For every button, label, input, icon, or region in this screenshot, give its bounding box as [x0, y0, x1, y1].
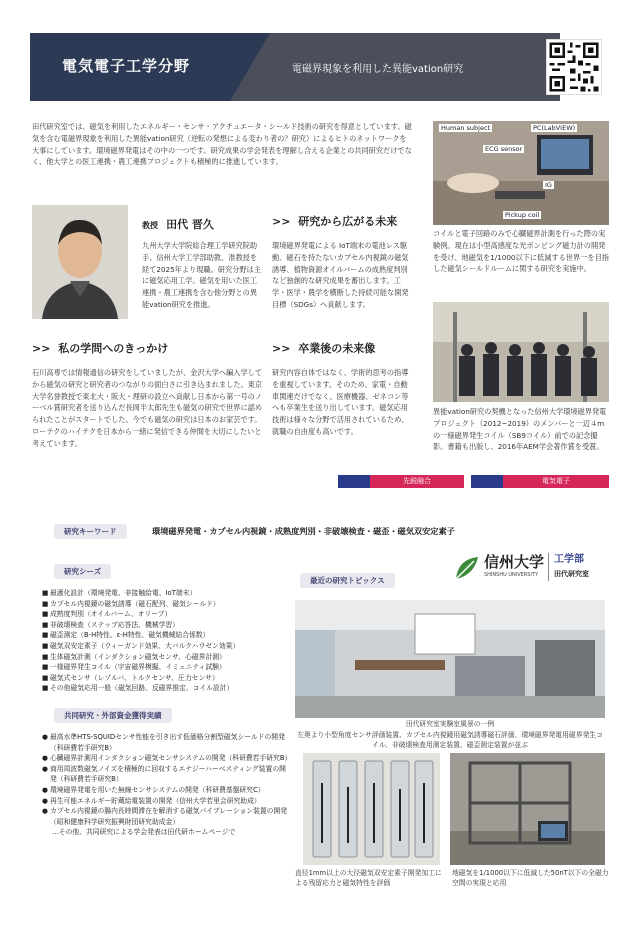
list-item: ● 再生可能エネルギー貯蔵給電装置の開発（信州大学若里会研究助成） [42, 796, 261, 805]
topics-badge: 最近の研究トピックス [300, 573, 395, 588]
tag-senei-yugo: 先鋭融合 [370, 475, 464, 488]
qr-code[interactable] [546, 39, 602, 95]
joint-list [42, 732, 292, 838]
chevron-icon: >> [272, 342, 291, 355]
list-item: ■ 磁歪測定（B-H特性、ε-H特性、磁気機械結合係数） [42, 631, 210, 640]
professor-name-block [142, 213, 214, 232]
list-item: ● 心臓磁界計測用インダクション磁気センサシステムの開発（科研費若手研究B） [42, 754, 292, 763]
tag-denki-denshi: 電気電子 [503, 475, 609, 488]
right-caption-1: コイルと電子回路のみで心臓磁界計測を行った際の実験例。現在は小型高感度な光ポンピング磁力計の開発を受け、地磁気を1/1000以下に低減する世界一を目指した磁気シールドルームに関する研究を実施中。 [433, 229, 609, 274]
keyword-badge: 研究キーワード [54, 524, 127, 539]
list-item: ■ 成熟度判別（オイルバーム、オリーブ） [42, 610, 172, 619]
list-item: ■ 磁気双安定素子（ウィーガンド効果、大バルクハウゼン効果） [42, 641, 240, 650]
professor-bio: 九州大学大学院総合理工学研究院助手、信州大学工学部助教、准教授を経て2025年より現職。研究分野は主に磁気応用工学。磁気を用いた医工連携・農工連携を含む他分野との異能vation研究を推進。 [142, 241, 261, 309]
list-item: ■ 生体磁気計測（インダクション磁気センサ、心磁界計測） [42, 652, 226, 661]
page-title: 電気電子工学分野 [62, 57, 191, 75]
seeds-list [42, 588, 288, 694]
list-item: ■ 非破壊検査（ステップ応答法、機械学習） [42, 620, 180, 629]
trigger-heading: >> 私の学問へのきっかけ [32, 342, 169, 355]
element-samples-photo [303, 753, 440, 865]
university-name: 信州大学 [484, 553, 545, 571]
chevron-icon: >> [272, 215, 291, 228]
element-samples-caption: 直径1mm以上の大径磁気双安定素子開発加工による残留応力と磁気特性を評価 [295, 869, 442, 888]
intro-text: 田代研究室では、磁気を利用したエネルギー・センサ・アクチュエータ・シールド技術の研究を得意としています。磁気を含む電磁界現象を利用した異能vation研究（逆転の発想による変わり者の？研究）によるヒトのネットワークを大事にしています。環境磁界発電はその中の一つです。研究成果の学会発表を理解し合える企業との共同研究だけでなく、他大学との医工連携・農工連携プロジェクトも積極的に推進しています。 [32, 122, 412, 167]
page-subtitle: 電磁界現象を利用した異能vation研究 [292, 64, 464, 75]
ecg-experiment-photo [433, 121, 609, 225]
right-caption-2: 異能vation研究の契機となった信州大学環境磁界発電プロジェクト（2012~2019）のメンバーと一辺４mの一様磁界発生コイル（SB9コイル）前での記念撮影。書籍も出版し、2016年AEM学会著作賞を受賞。 [433, 407, 607, 452]
leaf-icon [452, 553, 482, 583]
photo-label-subject: Human subject [441, 124, 491, 132]
career-heading: >> 卒業後の未来像 [272, 342, 376, 355]
list-item: ■ 最適化設計（環境発電、非接触給電、IoT端末） [42, 589, 197, 597]
list-item: ● 最高水準HTS-SQUIDセンサ性能を引き出す低価格分割型磁気シールドの開発（科研費若手研究B） [42, 733, 285, 752]
lab-name: 田代研究室 [554, 570, 589, 578]
list-item: ■ その他磁気応用一般（磁気回路、反磁界推定、コイル設計） [42, 684, 234, 693]
future-heading: >> 研究から広がる未来 [272, 215, 398, 228]
joint-badge: 共同研究・外部資金獲得実績 [54, 708, 172, 723]
tag-accent-right [471, 475, 503, 488]
lab-room-photo [295, 600, 605, 718]
lab-room-caption-title: 田代研究室実験室風景の一例 [405, 720, 495, 728]
photo-label-ig: IG [545, 181, 552, 189]
tag-accent-left [338, 475, 370, 488]
photo-label-pc: PC(LabVIEW) [533, 124, 576, 132]
list-item: ■ 磁気式センサ（レゾルバ、トルクセンサ、圧力センサ） [42, 673, 219, 682]
keyword-text: 環境磁界発電・カプセル内視鏡・成熟度判別・非破壊検査・磁歪・磁気双安定素子 [152, 526, 455, 536]
page-header [30, 33, 608, 101]
professor-role: 教授 [142, 221, 158, 230]
list-item: ● カプセル内視鏡の腸内長時間滞在を解消する磁気バイブレーション装置の開発（昭和健康科学研究振興財団研究助成金） [42, 807, 288, 826]
career-body: 研究内容自体ではなく、学術的思考の指導を重視しています。そのため、家電・自動車関連だけでなく、医療機器、ゼネコン等へも卒業生を送り出しています。磁気応用技術は様々な分野で活用されているため、就職の自由度も高いです。 [272, 368, 409, 436]
professor-photo [32, 205, 128, 319]
university-name-en: SHINSHU UNIVERSITY [484, 572, 539, 578]
trigger-body: 石川高専では情報通信の研究をしていましたが、金沢大学へ編入学してから磁気の研究と研究者のつながりの面白さに引き込まれました。東京大学名誉教授で東北大・阪大・理研の設立へ貢献し日本から第一号のノーベル賞研究者を送り込んだ長岡半太郎先生も磁気の研究で世界に認められたことがスタートでした。今でも磁気の研究は日本のお家芸です。ローテクのハイテクを日本から一緒に発信できる仲間を大切にしたいと考えています。 [32, 368, 263, 448]
list-item: ■ 一様磁界発生コイル（宇宙磁界模擬、イミュニティ試験） [42, 663, 226, 672]
faculty-name: 工学部 [554, 554, 584, 565]
seeds-badge: 研究シーズ [54, 564, 111, 579]
list-item: ■ カプセル内視鏡の磁気誘導（磁石配列、磁気シールド） [42, 599, 220, 608]
chevron-icon: >> [32, 342, 51, 355]
professor-name: 田代 晋久 [166, 218, 214, 231]
list-item: ● 商用周波数磁気ノイズを積極的に回収するエナジーハーベスティング装置の開発（科研費若手研究B） [42, 764, 286, 784]
shield-space-photo [450, 753, 605, 865]
lab-room-caption: 左奥より小型角度センサ評価装置、カプセル内視鏡用磁気誘導磁石評価、環境磁界発電用磁界発生コイル、非破壊検査用測定装置、磁歪測定装置が並ぶ [297, 731, 603, 750]
shield-space-caption: 地磁気を1/1000以下に低減した50nT以下の全磁力空間の実現と応用 [452, 869, 609, 888]
list-item: ● 環境磁界発電を用いた無線センサシステムの開発（科研費基盤研究C） [42, 785, 265, 794]
university-logo [452, 553, 612, 583]
logo-divider [548, 553, 549, 581]
future-body: 環境磁界発電による IoT端末の電池レス駆動、磁石を持たないカプセル内視鏡の磁気誘導、植物資源オイルバームの成熟度判別など独創的な研究成果を蓄出します。工学・医学・農学を横断した持続可能な開発目標（SDGs）へ貢献します。 [272, 241, 409, 309]
photo-label-coil: Pickup coil [505, 211, 540, 219]
group-photo [433, 302, 609, 402]
photo-label-ecg: ECG sensor [485, 145, 523, 153]
list-item: …その他、共同研究による学会発表は田代研ホームページで [52, 828, 236, 837]
